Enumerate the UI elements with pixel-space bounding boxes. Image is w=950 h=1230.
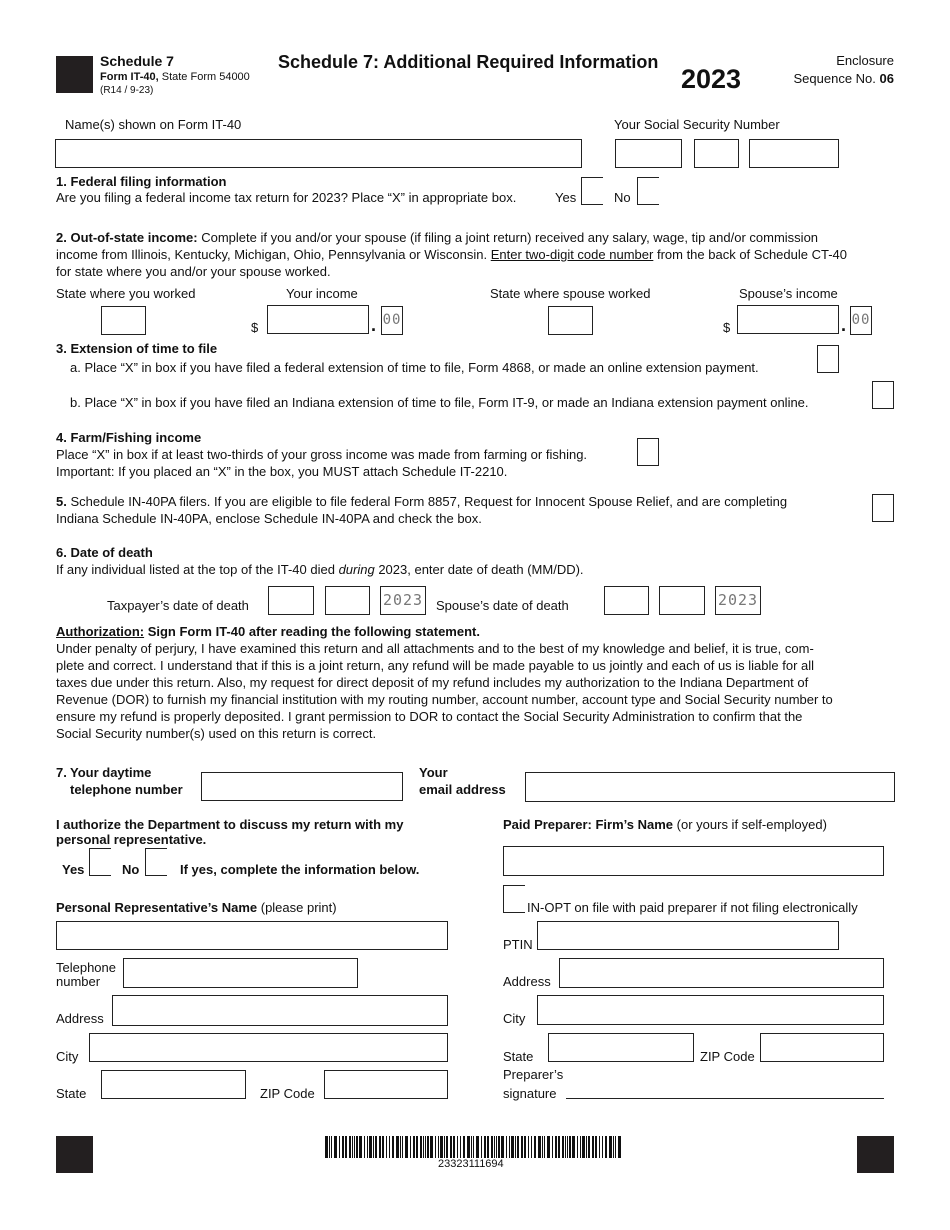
barcode-bar (416, 1136, 418, 1158)
in-opt-label: IN-OPT on file with paid preparer if not filing electronically (527, 900, 858, 915)
in-opt-checkbox[interactable] (503, 885, 525, 913)
barcode-bar (457, 1136, 458, 1158)
state-you-label: State where you worked (56, 286, 196, 301)
barcode-bar (588, 1136, 590, 1158)
barcode-bar (592, 1136, 594, 1158)
barcode-bar (425, 1136, 426, 1158)
authorization-line: Under penalty of perjury, I have examined this return and all attachments and to the best of my knowledge and belief, it is true, com- (56, 641, 814, 656)
authorization-line: Revenue (DOR) to furnish my financial institution with my routing number, account number, account type and Social Security number to (56, 692, 833, 707)
q5-checkbox[interactable] (872, 494, 894, 522)
barcode-bar (446, 1136, 448, 1158)
barcode (325, 1136, 623, 1160)
barcode-bar (444, 1136, 445, 1158)
barcode-bar (373, 1136, 374, 1158)
barcode-bar (345, 1136, 347, 1158)
preparer-city-field[interactable] (537, 995, 884, 1025)
barcode-bar (528, 1136, 529, 1158)
your-income-decimal: . (371, 315, 377, 335)
registration-mark-bottom-left (56, 1136, 93, 1173)
q2-text2a: income from Illinois, Kentucky, Michigan, Ohio, Pennsylvania or Wisconsin. (56, 247, 488, 262)
barcode-bar (405, 1136, 408, 1158)
q3a-checkbox[interactable] (817, 345, 839, 373)
rep-state-label: State (56, 1086, 87, 1101)
q2-title: 2. Out-of-state income: (56, 230, 198, 245)
your-income-label: Your income (286, 286, 358, 301)
barcode-bar (515, 1136, 516, 1158)
preparer-zip-label: ZIP Code (700, 1049, 755, 1064)
taxpayer-death-year[interactable]: 2023 (380, 586, 426, 615)
authorization-instruction: Sign Form IT-40 after reading the following statement. (144, 624, 480, 639)
sequence-label: Sequence No. (793, 71, 876, 86)
ptin-field[interactable] (537, 921, 839, 950)
q4-checkbox[interactable] (637, 438, 659, 466)
barcode-bar (542, 1136, 543, 1158)
authorization-statement (56, 640, 896, 742)
sequence-number (794, 71, 895, 86)
barcode-bar (389, 1136, 390, 1158)
q2-code-link: Enter two-digit code number (490, 247, 654, 262)
barcode-bar (487, 1136, 489, 1158)
preparer-firm-label-bold: Paid Preparer: Firm’s Name (503, 817, 674, 832)
q1-yes-checkbox[interactable] (581, 177, 603, 205)
barcode-bar (572, 1136, 575, 1158)
spouse-income-cents[interactable]: 00 (850, 306, 872, 335)
q6-line1 (56, 562, 584, 577)
barcode-bar (558, 1136, 560, 1158)
barcode-bar (467, 1136, 470, 1158)
barcode-bar (547, 1136, 550, 1158)
name-field[interactable] (55, 139, 582, 168)
q1-yes-label: Yes (555, 190, 577, 205)
preparer-address-field[interactable] (559, 958, 884, 988)
barcode-bar (438, 1136, 439, 1158)
barcode-bar (375, 1136, 377, 1158)
barcode-bar (420, 1136, 422, 1158)
rep-name-field[interactable] (56, 921, 448, 950)
rep-complete-note: If yes, complete the information below. (180, 862, 420, 877)
rep-no-label: No (122, 862, 140, 877)
q1-text: Are you filing a federal income tax return for 2023? Place “X” in appropriate box. (56, 190, 517, 205)
q5-line2: Indiana Schedule IN-40PA, enclose Schedule IN-40PA and check the box. (56, 511, 482, 526)
your-income-cents[interactable]: 00 (381, 306, 403, 335)
barcode-bar (460, 1136, 461, 1158)
barcode-bar (491, 1136, 493, 1158)
q2-text (56, 229, 896, 280)
rep-address-field[interactable] (112, 995, 448, 1026)
authorization-line: plete and correct. I understand that if this is a joint return, any refund will be made payable to us jointly and each of us is liable for all (56, 658, 815, 673)
rep-zip-field[interactable] (324, 1070, 448, 1099)
barcode-bar (595, 1136, 597, 1158)
spouse-income-dollar: $ (723, 320, 731, 335)
rep-name-hint: (please print) (257, 900, 337, 915)
barcode-bar (506, 1136, 507, 1158)
barcode-bar (339, 1136, 340, 1158)
barcode-bar (586, 1136, 587, 1158)
q3b-checkbox[interactable] (872, 381, 894, 409)
schedule-label: Schedule 7 (100, 53, 174, 69)
email-field[interactable] (525, 772, 895, 802)
preparer-state-label: State (503, 1049, 534, 1064)
rep-name-label-bold: Personal Representative’s Name (56, 900, 258, 915)
rep-address-label: Address (56, 1011, 104, 1026)
sequence-value: 06 (879, 71, 894, 86)
state-you-field[interactable] (101, 306, 146, 335)
phone-label-line2: telephone number (70, 782, 183, 797)
barcode-bar (369, 1136, 372, 1158)
page-title: Schedule 7: Additional Required Information (278, 52, 659, 72)
spouse-income-decimal: . (841, 315, 847, 335)
barcode-bar (605, 1136, 607, 1158)
barcode-bar (367, 1136, 368, 1158)
rep-tel-label-line2: number (56, 974, 101, 989)
q3b-text: b. Place “X” in box if you have filed an Indiana extension of time to file, Form IT-9, or made an Indiana extension payment online. (70, 395, 809, 410)
q1-no-checkbox[interactable] (637, 177, 659, 205)
your-income-dollar: $ (251, 320, 259, 335)
barcode-bar (509, 1136, 510, 1158)
tax-year: 2023 (681, 64, 742, 94)
q6-text1b: 2023, enter date of death (MM/DD). (374, 562, 584, 577)
barcode-bar (618, 1136, 621, 1158)
barcode-bar (481, 1136, 482, 1158)
barcode-bar (531, 1136, 532, 1158)
barcode-bar (463, 1136, 465, 1158)
rep-yes-checkbox[interactable] (89, 848, 111, 876)
preparer-state-field[interactable] (548, 1033, 694, 1062)
spouse-death-month[interactable] (604, 586, 649, 615)
barcode-bar (580, 1136, 581, 1158)
form-revision: (R14 / 9-23) (100, 85, 154, 96)
barcode-bar (496, 1136, 497, 1158)
barcode-bar (565, 1136, 566, 1158)
rep-name-label (56, 900, 337, 915)
authorization-line: Social Security number(s) used on this return is correct. (56, 726, 377, 741)
barcode-bar (356, 1136, 358, 1158)
preparer-city-label: City (503, 1011, 526, 1026)
barcode-bar (423, 1136, 424, 1158)
barcode-bar (569, 1136, 571, 1158)
enclosure-label: Enclosure (836, 53, 894, 68)
taxpayer-death-month[interactable] (268, 586, 314, 615)
ptin-label: PTIN (503, 937, 533, 952)
q6-title: 6. Date of death (56, 545, 153, 560)
q4-line1: Place “X” in box if at least two-thirds of your gross income was made from farming or fishing. (56, 447, 588, 462)
ssn-field-part1[interactable] (615, 139, 682, 168)
preparer-firm-field[interactable] (503, 846, 884, 876)
email-label-line2: email address (419, 782, 506, 797)
spouse-income-field[interactable] (737, 305, 839, 334)
authorization-label: Authorization: (56, 624, 145, 639)
daytime-phone-field[interactable] (201, 772, 403, 801)
form-id-rest: State Form 54000 (158, 71, 250, 83)
rep-yes-label: Yes (62, 862, 85, 877)
barcode-bar (538, 1136, 541, 1158)
barcode-bar (413, 1136, 415, 1158)
rep-telephone-field[interactable] (123, 958, 358, 988)
rep-auth-line1: I authorize the Department to discuss my return with my (56, 817, 404, 832)
preparer-address-label: Address (503, 974, 551, 989)
preparer-signature-label-line2: signature (503, 1086, 557, 1101)
spouse-death-label: Spouse’s date of death (436, 598, 569, 613)
barcode-number: 23323111694 (438, 1158, 504, 1170)
taxpayer-death-day[interactable] (325, 586, 370, 615)
state-spouse-label: State where spouse worked (490, 286, 651, 301)
preparer-zip-field[interactable] (760, 1033, 884, 1062)
barcode-bar (379, 1136, 381, 1158)
spouse-death-day[interactable] (659, 586, 705, 615)
ssn-label: Your Social Security Number (614, 117, 780, 132)
authorization-line: ensure my refund is properly deposited. I grant permission to DOR to contact the Social Security Administration to confirm that the (56, 709, 803, 724)
barcode-bar (354, 1136, 355, 1158)
barcode-bar (386, 1136, 387, 1158)
barcode-bar (364, 1136, 365, 1158)
barcode-bar (427, 1136, 429, 1158)
barcode-bar (473, 1136, 474, 1158)
q6-text1a: If any individual listed at the top of the IT-40 died (56, 562, 339, 577)
barcode-bar (349, 1136, 351, 1158)
rep-auth-line2: personal representative. (56, 832, 207, 847)
barcode-bar (440, 1136, 443, 1158)
taxpayer-death-label: Taxpayer’s date of death (107, 598, 249, 613)
barcode-bar (450, 1136, 452, 1158)
q7-number: 7. (56, 765, 67, 780)
barcode-bar (402, 1136, 403, 1158)
q2-text1: Complete if you and/or your spouse (if filing a joint return) received any salary, wage, tip and/or commission (201, 230, 819, 245)
barcode-bar (359, 1136, 362, 1158)
authorization-line: taxes due under this return. Also, my request for direct deposit of my refund includes my authorization to the Indiana Department of (56, 675, 809, 690)
barcode-bar (342, 1136, 344, 1158)
barcode-bar (435, 1136, 436, 1158)
q2-line1 (56, 229, 896, 246)
email-label-line1: Your (419, 765, 448, 780)
barcode-bar (602, 1136, 603, 1158)
barcode-bar (609, 1136, 612, 1158)
barcode-bar (582, 1136, 585, 1158)
barcode-bar (544, 1136, 545, 1158)
rep-city-field[interactable] (89, 1033, 448, 1062)
q5-text1: Schedule IN-40PA filers. If you are eligible to file federal Form 8857, Request for Innocent Spouse Relief, and are completing (66, 494, 788, 509)
state-spouse-field[interactable] (548, 306, 593, 335)
registration-mark-bottom-right (857, 1136, 894, 1173)
barcode-bar (577, 1136, 578, 1158)
barcode-bar (534, 1136, 536, 1158)
name-label: Name(s) shown on Form IT-40 (65, 117, 242, 132)
q3-title: 3. Extension of time to file (56, 341, 218, 356)
phone-label-line1: Your daytime (70, 765, 152, 780)
q5-number: 5. (56, 494, 67, 509)
barcode-bar (501, 1136, 504, 1158)
barcode-bar (325, 1136, 328, 1158)
preparer-firm-hint: (or yours if self-employed) (673, 817, 827, 832)
barcode-bar (392, 1136, 394, 1158)
form-id-bold: Form IT-40, (100, 71, 159, 83)
preparer-signature-line[interactable] (566, 1098, 884, 1099)
barcode-bar (517, 1136, 519, 1158)
barcode-bar (400, 1136, 401, 1158)
registration-mark-top-left (56, 56, 93, 93)
barcode-bar (334, 1136, 337, 1158)
q2-line2 (56, 246, 896, 263)
barcode-bar (555, 1136, 557, 1158)
preparer-firm-label (503, 817, 827, 832)
barcode-bar (567, 1136, 568, 1158)
barcode-bar (410, 1136, 411, 1158)
barcode-bar (511, 1136, 514, 1158)
ssn-field-part2[interactable] (694, 139, 739, 168)
rep-tel-label-line1: Telephone (56, 960, 116, 975)
q4-title: 4. Farm/Fishing income (56, 430, 202, 445)
barcode-bar (396, 1136, 399, 1158)
barcode-bar (613, 1136, 614, 1158)
barcode-bar (498, 1136, 500, 1158)
barcode-bar (382, 1136, 384, 1158)
rep-state-field[interactable] (101, 1070, 246, 1099)
rep-city-label: City (56, 1049, 79, 1064)
q2-line3: for state where you and/or your spouse worked. (56, 264, 331, 279)
barcode-bar (430, 1136, 433, 1158)
q2-text2b: from the back of Schedule CT-40 (656, 247, 847, 262)
barcode-bar (615, 1136, 616, 1158)
barcode-bar (352, 1136, 353, 1158)
barcode-bar (562, 1136, 564, 1158)
your-income-field[interactable] (267, 305, 369, 334)
q6-text1-em: during (338, 562, 375, 577)
ssn-field-part3[interactable] (749, 139, 839, 168)
barcode-bar (476, 1136, 479, 1158)
barcode-bar (331, 1136, 332, 1158)
rep-no-checkbox[interactable] (145, 848, 167, 876)
q5-line1 (56, 494, 787, 509)
barcode-bar (329, 1136, 330, 1158)
spouse-income-label: Spouse’s income (739, 286, 838, 301)
spouse-death-year[interactable]: 2023 (715, 586, 761, 615)
preparer-signature-label-line1: Preparer’s (503, 1067, 564, 1082)
q1-no-label: No (614, 190, 631, 205)
rep-zip-label: ZIP Code (260, 1086, 315, 1101)
barcode-bar (524, 1136, 526, 1158)
barcode-bar (521, 1136, 523, 1158)
form-id (100, 71, 250, 83)
barcode-bar (494, 1136, 495, 1158)
q1-title: 1. Federal filing information (56, 174, 227, 189)
barcode-bar (484, 1136, 486, 1158)
barcode-bar (471, 1136, 472, 1158)
q3a-text: a. Place “X” in box if you have filed a federal extension of time to file, Form 4868, or made an online extension payment. (70, 360, 759, 375)
barcode-bar (552, 1136, 553, 1158)
barcode-bar (453, 1136, 455, 1158)
barcode-bar (599, 1136, 600, 1158)
authorization-heading (56, 624, 480, 639)
q4-line2: Important: If you placed an “X” in the box, you MUST attach Schedule IT-2210. (56, 464, 508, 479)
